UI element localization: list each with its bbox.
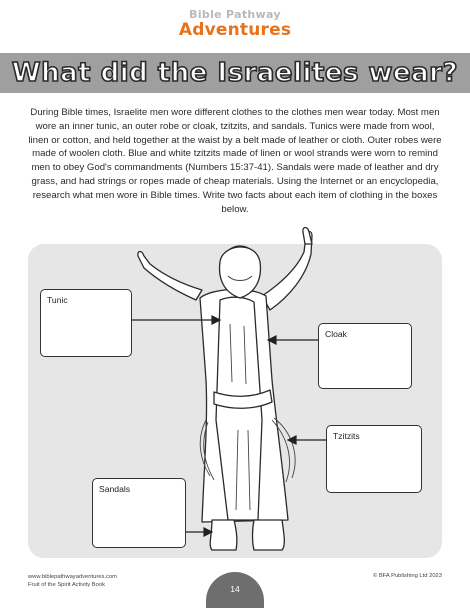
footer-book: Fruit of the Spirit Activity Book bbox=[28, 582, 105, 588]
logo-line-2: Adventures bbox=[178, 20, 292, 40]
cloak-label: Cloak bbox=[325, 329, 347, 339]
tunic-answer-box[interactable] bbox=[40, 289, 132, 357]
logo-line-1: Bible Pathway bbox=[189, 8, 281, 21]
footer-copyright: © BFA Publishing Ltd 2023 bbox=[372, 573, 442, 579]
tzitzits-answer-box[interactable] bbox=[326, 425, 422, 493]
tzitzits-label: Tzitzits bbox=[333, 431, 360, 441]
cloak-answer-box[interactable] bbox=[318, 323, 412, 389]
sandals-answer-box[interactable] bbox=[92, 478, 186, 548]
sandals-label: Sandals bbox=[99, 484, 131, 494]
footer-website[interactable]: www.biblepathwayadventures.com bbox=[28, 574, 117, 580]
footer-left bbox=[28, 573, 117, 589]
tunic-label: Tunic bbox=[47, 295, 68, 305]
page-number: 14 bbox=[230, 584, 240, 594]
page-title: What did the Israelites wear? bbox=[11, 58, 459, 88]
intro-paragraph: During Bible times, Israelite men wore different clothes to the clothes men wear today. Most men wore an inner tunic, an outer robe or cloak, tzitzits, and sandals. Tunics were made from wool, linen or cotton, and held together at the waist by a belt made of leather or cloth. Outer robes were made of woolen cloth. Blue and white tzitzits made of linen or wool strands were worn to remind men to obey God's commandments (Numbers 15:37-41). Sandals were made of leather and dry grass, and had strings or ropes made of cheap materials. Using the Internet or an encyclopedia, research what men wore in Bible times. Write two facts about each item of clothing in the boxes below. bbox=[28, 107, 442, 215]
